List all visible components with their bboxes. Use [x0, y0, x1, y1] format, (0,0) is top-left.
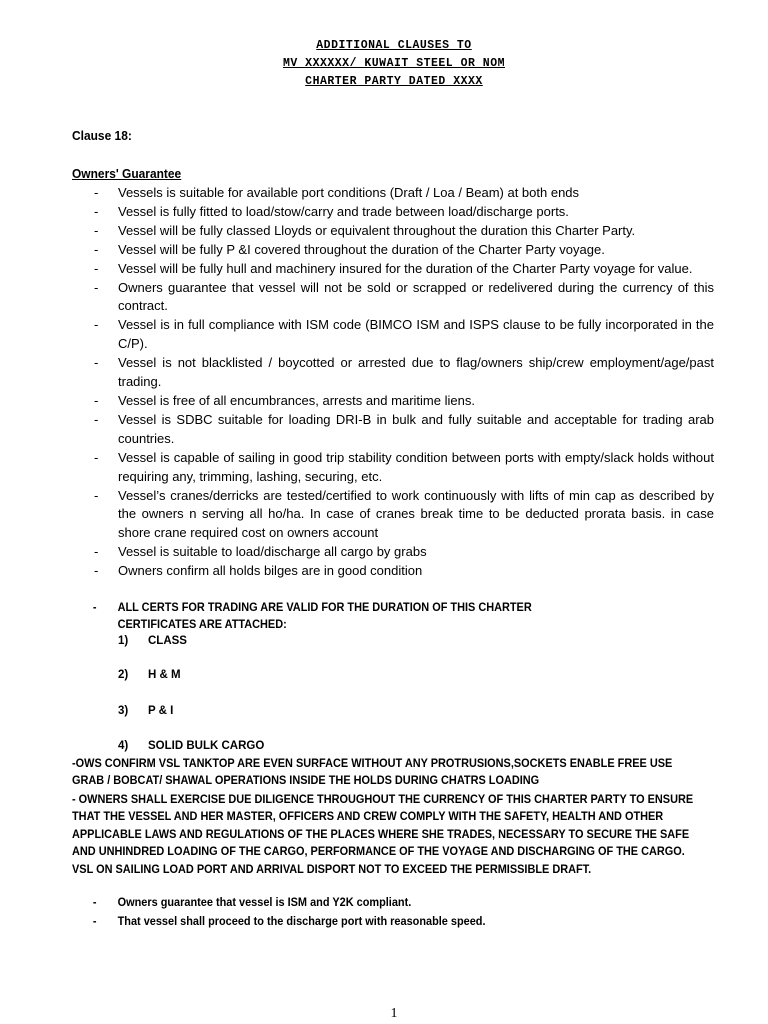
certificate-label: CLASS	[148, 635, 187, 647]
list-item	[72, 562, 714, 581]
list-item-text: Vessel will be fully P &I covered throughout the duration of the Charter Party voyage.	[118, 241, 605, 257]
title-line-3: CHARTER PARTY DATED XXXX	[305, 75, 483, 88]
bullet-dash: -	[94, 449, 99, 465]
list-item	[72, 487, 714, 544]
certificate-item	[118, 669, 181, 681]
certs-statement	[72, 600, 690, 635]
bullet-dash: -	[94, 563, 99, 579]
certificate-number: 1)	[118, 635, 129, 647]
list-item	[72, 411, 714, 449]
bullet-dash: -	[94, 222, 99, 238]
list-item-text: Vessel is not blacklisted / boycotted or arrested due to flag/owners ship/crew employment/age/past trading.	[118, 355, 714, 390]
title-line-2: MV XXXXXX/ KUWAIT STEEL OR NOM	[282, 57, 506, 70]
bullet-dash: -	[94, 487, 99, 503]
bullet-dash: -	[92, 916, 97, 928]
list-item	[72, 279, 714, 317]
certificate-label: P & I	[148, 705, 174, 717]
title-line-1: ADDITIONAL CLAUSES TO	[316, 39, 472, 52]
certs-line-1-row	[72, 600, 690, 617]
bullet-dash: -	[92, 897, 97, 909]
bullet-dash: -	[94, 544, 99, 560]
list-item	[72, 222, 714, 241]
certificate-number: 2)	[118, 669, 129, 681]
section-title: Owners' Guarantee	[72, 166, 182, 181]
final-guarantee-list	[72, 894, 486, 932]
paragraph-line: -OWS CONFIRM VSL TANKTOP ARE EVEN SURFACE WITHOUT ANY PROTRUSIONS,SOCKETS ENABLE FREE USE	[72, 758, 673, 770]
bullet-dash: -	[94, 279, 99, 295]
paragraph-line: APPLICABLE LAWS AND REGULATIONS OF THE PLACES WHERE SHE TRADES, NECESSARY TO SECURE THE SAFE	[72, 828, 690, 841]
bullet-dash: -	[94, 260, 99, 276]
certificate-item	[118, 705, 173, 717]
clause-number: Clause 18:	[72, 128, 132, 143]
bullet-dash: -	[94, 355, 99, 371]
bullet-dash: -	[94, 411, 99, 427]
bullet-dash: -	[94, 185, 99, 200]
list-item	[72, 543, 714, 562]
list-item	[72, 316, 714, 354]
certificate-item	[118, 635, 187, 647]
list-item-text: Vessel is in full compliance with ISM code (BIMCO ISM and ISPS clause to be fully incorporated in the C/P).	[118, 317, 714, 352]
certs-line-1: ALL CERTS FOR TRADING ARE VALID FOR THE DURATION OF THIS CHARTER	[117, 602, 532, 614]
bullet-dash: -	[94, 203, 99, 219]
list-item-text: Vessel is SDBC suitable for loading DRI-B in bulk and fully suitable and acceptable for trading arab countries.	[118, 411, 714, 446]
list-item-text: Owners guarantee that vessel is ISM and Y2K compliant.	[117, 897, 412, 909]
paragraph-line: VSL ON SAILING LOAD PORT AND ARRIVAL DISPORT NOT TO EXCEED THE PERMISSIBLE DRAFT.	[72, 863, 592, 876]
list-item-text: Vessel is suitable to load/discharge all cargo by grabs	[118, 544, 427, 560]
list-item-text: Vessel’s cranes/derricks are tested/certified to work continuously with lifts of min cap as described by the owners n serving all ho/ha. In case of cranes break time to be deducted prorata basis. in case shore crane required cost on owners account	[118, 487, 714, 541]
list-item-text: Vessel is fully fitted to load/stow/carry and trade between load/discharge ports.	[118, 203, 569, 219]
list-item-text: Owners confirm all holds bilges are in good condition	[118, 563, 423, 579]
bullet-dash: -	[94, 241, 99, 257]
bullet-dash: -	[92, 602, 97, 614]
bullet-dash: -	[94, 392, 99, 408]
list-item-text: Vessel is capable of sailing in good trip stability condition between ports with empty/slack holds without requiring any, trimming, lashing, securing, etc.	[118, 449, 714, 484]
list-item	[72, 203, 714, 222]
certificate-item	[118, 740, 264, 752]
list-item-text: Vessel will be fully classed Lloyds or equivalent throughout the duration this Charter Party.	[118, 222, 636, 238]
list-item	[72, 449, 714, 487]
list-item-text: Owners guarantee that vessel will not be sold or scrapped or redelivered during the currency of this contract.	[118, 279, 714, 314]
list-item	[72, 241, 714, 260]
due-diligence-paragraph	[72, 792, 694, 879]
list-item	[72, 913, 486, 932]
bullet-dash: -	[94, 317, 99, 333]
paragraph-line: THAT THE VESSEL AND HER MASTER, OFFICERS AND CREW COMPLY WITH THE SAFETY, HEALTH AND OTHER	[72, 811, 664, 824]
list-item	[72, 260, 714, 279]
certificate-number: 4)	[118, 740, 129, 752]
page-number: 1	[390, 1006, 398, 1021]
certificate-label: H & M	[148, 669, 181, 681]
paragraph-line: - OWNERS SHALL EXERCISE DUE DILIGENCE THROUGHOUT THE CURRENCY OF THIS CHARTER PARTY TO ENSURE	[72, 794, 694, 806]
list-item	[72, 354, 714, 392]
certs-line-2: CERTIFICATES ARE ATTACHED:	[117, 619, 287, 632]
list-item-text: Vessels is suitable for available port conditions (Draft / Loa / Beam) at both ends	[118, 185, 580, 200]
guarantee-list	[72, 184, 714, 581]
paragraph-line: GRAB / BOBCAT/ SHAWAL OPERATIONS INSIDE THE HOLDS DURING CHATRS LOADING	[72, 775, 540, 788]
certificate-label: SOLID BULK CARGO	[148, 740, 265, 752]
list-item	[72, 184, 714, 203]
certificate-number: 3)	[118, 705, 129, 717]
paragraph-line: AND UNHINDRED LOADING OF THE CARGO, PERFORMANCE OF THE VOYAGE AND DISCHARGING OF THE CARGO.	[72, 846, 685, 859]
list-item	[72, 894, 486, 913]
ows-tanktop-paragraph	[72, 756, 690, 791]
list-item-text: Vessel will be fully hull and machinery insured for the duration of the Charter Party voyage for value.	[118, 260, 693, 276]
list-item-text: Vessel is free of all encumbrances, arrests and maritime liens.	[118, 392, 475, 408]
list-item	[72, 392, 714, 411]
list-item-text: That vessel shall proceed to the discharge port with reasonable speed.	[117, 916, 486, 928]
